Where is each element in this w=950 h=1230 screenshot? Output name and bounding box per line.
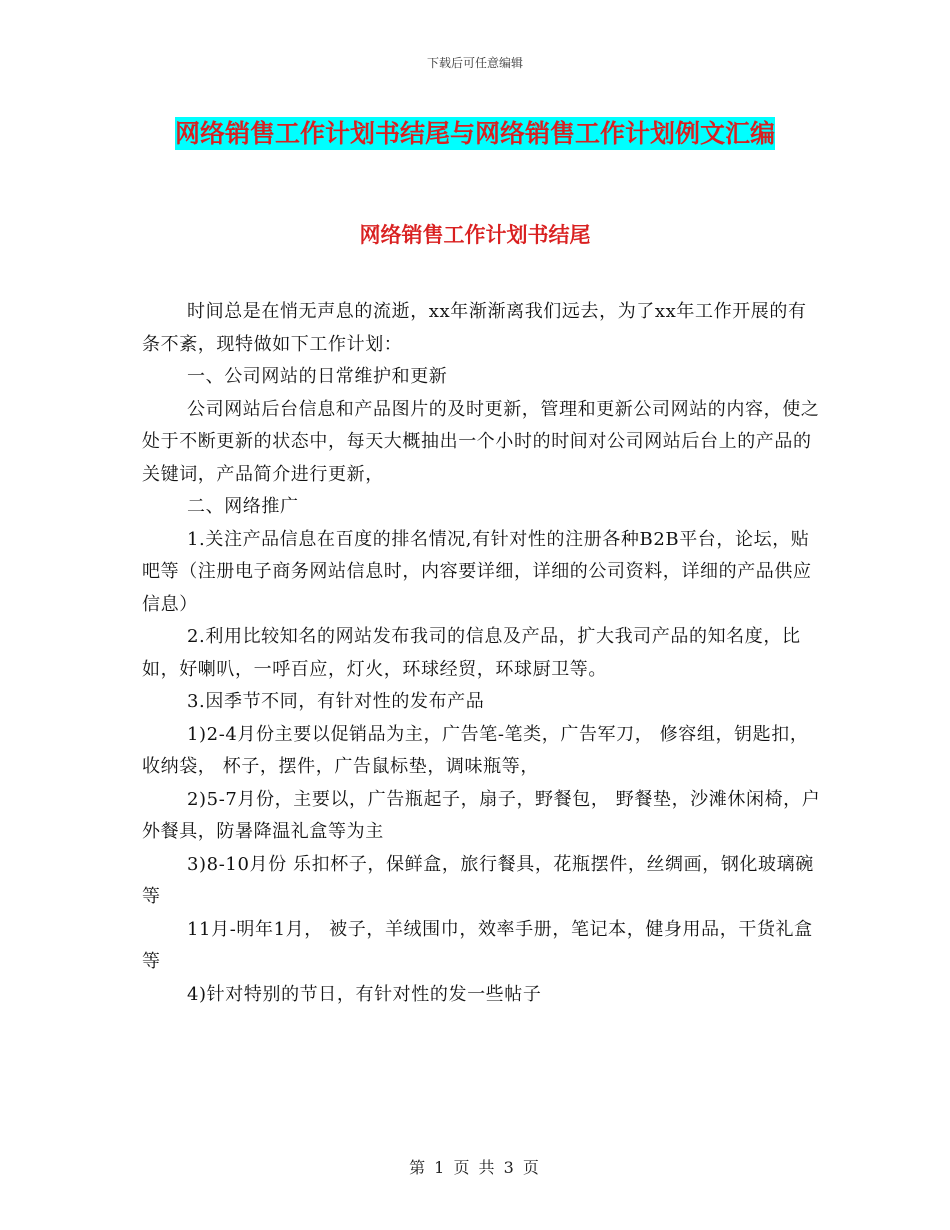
- heading-network-promotion: 二、网络推广: [187, 496, 299, 517]
- document-title-text: 网络销售工作计划书结尾与网络销售工作计划例文汇编: [174, 119, 775, 148]
- page-header-note: 下载后可任意编辑: [426, 56, 523, 70]
- paragraph-season-feb-apr: 1)2-4月份主要以促销品为主，广告笔-笔类，广告军刀， 修容组，钥匙扣，收纳袋， 杯子，摆件，广告鼠标垫，调味瓶等，: [142, 723, 809, 777]
- paragraph-season-may-jul: 2)5-7月份，主要以，广告瓶起子，扇子，野餐包， 野餐垫，沙滩休闲椅，户外餐具，防暑降温礼盒等为主: [142, 788, 821, 842]
- paragraph-season-nov-jan: 11月-明年1月， 被子，羊绒围巾，效率手册，笔记本，健身用品，干货礼盒等: [142, 918, 813, 972]
- document-title: [140, 112, 810, 156]
- paragraph-item-3: 3.因季节不同，有针对性的发布产品: [187, 691, 485, 712]
- paragraph-website-maintenance: 公司网站后台信息和产品图片的及时更新，管理和更新公司网站的内容，使之处于不断更新的状态中，每天大概抽出一个小时的时间对公司网站后台上的产品的关键词，产品简介进行更新，: [142, 398, 820, 485]
- paragraph-season-aug-oct: 3)8-10月份 乐扣杯子，保鲜盒，旅行餐具，花瓶摆件，丝绸画，钢化玻璃碗等: [142, 853, 814, 907]
- paragraph-item-1: 1.关注产品信息在百度的排名情况,有针对性的注册各种B2B平台，论坛，贴吧等（注册电子商务网站信息时，内容要详细，详细的公司资料，详细的产品供应信息）: [142, 528, 812, 615]
- heading-website-maintenance: 一、公司网站的日常维护和更新: [187, 366, 448, 387]
- paragraph-intro: 时间总是在悄无声息的流逝，xx年渐渐离我们远去，为了xx年工作开展的有条不紊，现特做如下工作计划：: [142, 301, 807, 355]
- section-title: 网络销售工作计划书结尾: [359, 223, 591, 247]
- paragraph-item-2: 2.利用比较知名的网站发布我司的信息及产品，扩大我司产品的知名度，比如，好喇叭，一呼百应，灯火，环球经贸，环球厨卫等。: [142, 626, 801, 680]
- document-body: [142, 296, 822, 1011]
- page-footer: 第 1 页 共 3 页: [409, 1158, 541, 1177]
- paragraph-holidays: 4)针对特别的节日，有针对性的发一些帖子: [187, 983, 542, 1005]
